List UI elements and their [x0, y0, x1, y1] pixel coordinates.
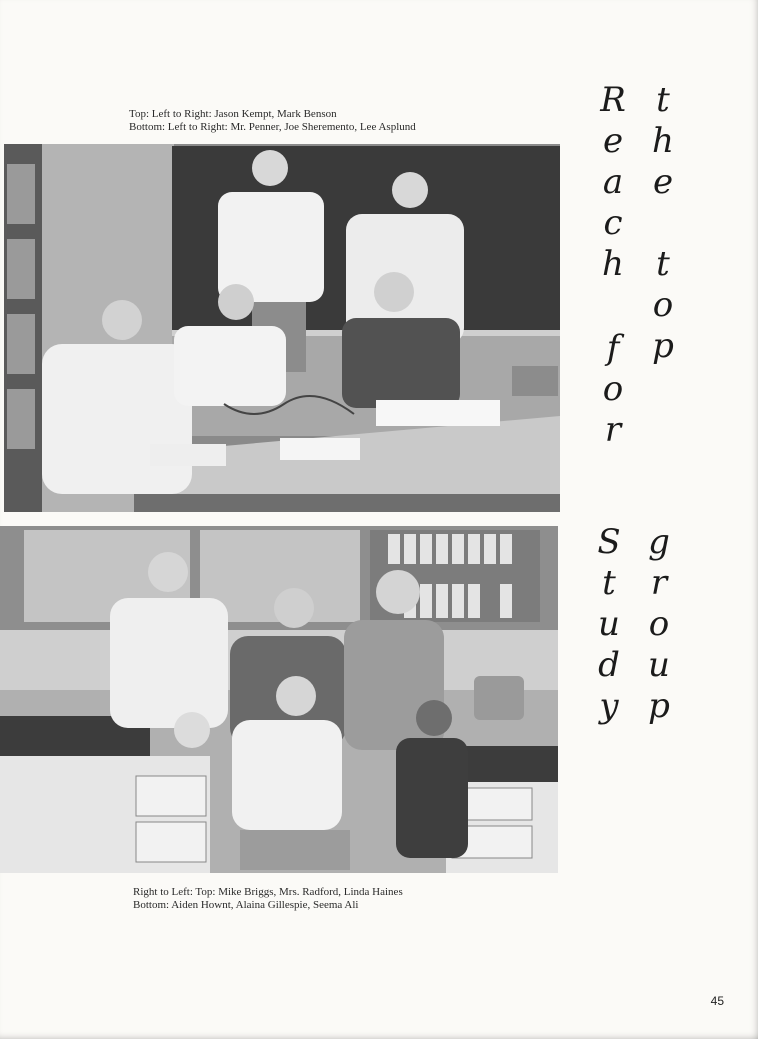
bottom-group-photo — [0, 526, 558, 873]
title-letter: d — [598, 645, 620, 685]
title-letter: o — [648, 604, 670, 644]
title-letter: h — [652, 121, 674, 161]
title-letter: u — [648, 645, 670, 685]
top-photo-caption — [129, 108, 416, 134]
title-word-for — [596, 328, 630, 451]
title-letter: c — [603, 203, 623, 243]
top-group-photo — [4, 144, 560, 512]
title-letter: f — [606, 328, 620, 368]
caption-line: Bottom: Aiden Hownt, Alaina Gillespie, Seema Ali — [133, 899, 359, 911]
title-letter: o — [652, 285, 674, 325]
title-word-group — [642, 522, 676, 727]
title-letter: r — [604, 410, 622, 450]
title-letter: p — [648, 686, 670, 726]
title-letter: a — [602, 162, 624, 202]
title-letter: o — [602, 369, 624, 409]
title-letter: t — [656, 244, 670, 284]
title-letter: y — [599, 686, 619, 726]
title-word-study — [592, 522, 626, 727]
bottom-photo-caption — [133, 886, 403, 912]
title-letter: e — [602, 121, 624, 161]
title-letter: p — [652, 326, 674, 366]
title-letter: h — [602, 244, 624, 284]
title-letter: r — [650, 563, 668, 603]
title-word-the — [646, 80, 680, 203]
title-letter: t — [656, 80, 670, 120]
caption-line: Bottom: Left to Right: Mr. Penner, Joe Sheremento, Lee Asplund — [129, 121, 416, 133]
title-letter: g — [648, 522, 670, 562]
page-number: 45 — [710, 994, 724, 1008]
caption-line: Top: Left to Right: Jason Kempt, Mark Benson — [129, 108, 337, 120]
title-letter: S — [597, 522, 621, 562]
title-letter: e — [652, 162, 674, 202]
title-letter: t — [602, 563, 616, 603]
title-word-top — [646, 244, 680, 367]
title-word-reach — [596, 80, 630, 285]
title-letter: R — [600, 80, 626, 120]
caption-line: Right to Left: Top: Mike Briggs, Mrs. Radford, Linda Haines — [133, 886, 403, 898]
title-letter: u — [598, 604, 620, 644]
